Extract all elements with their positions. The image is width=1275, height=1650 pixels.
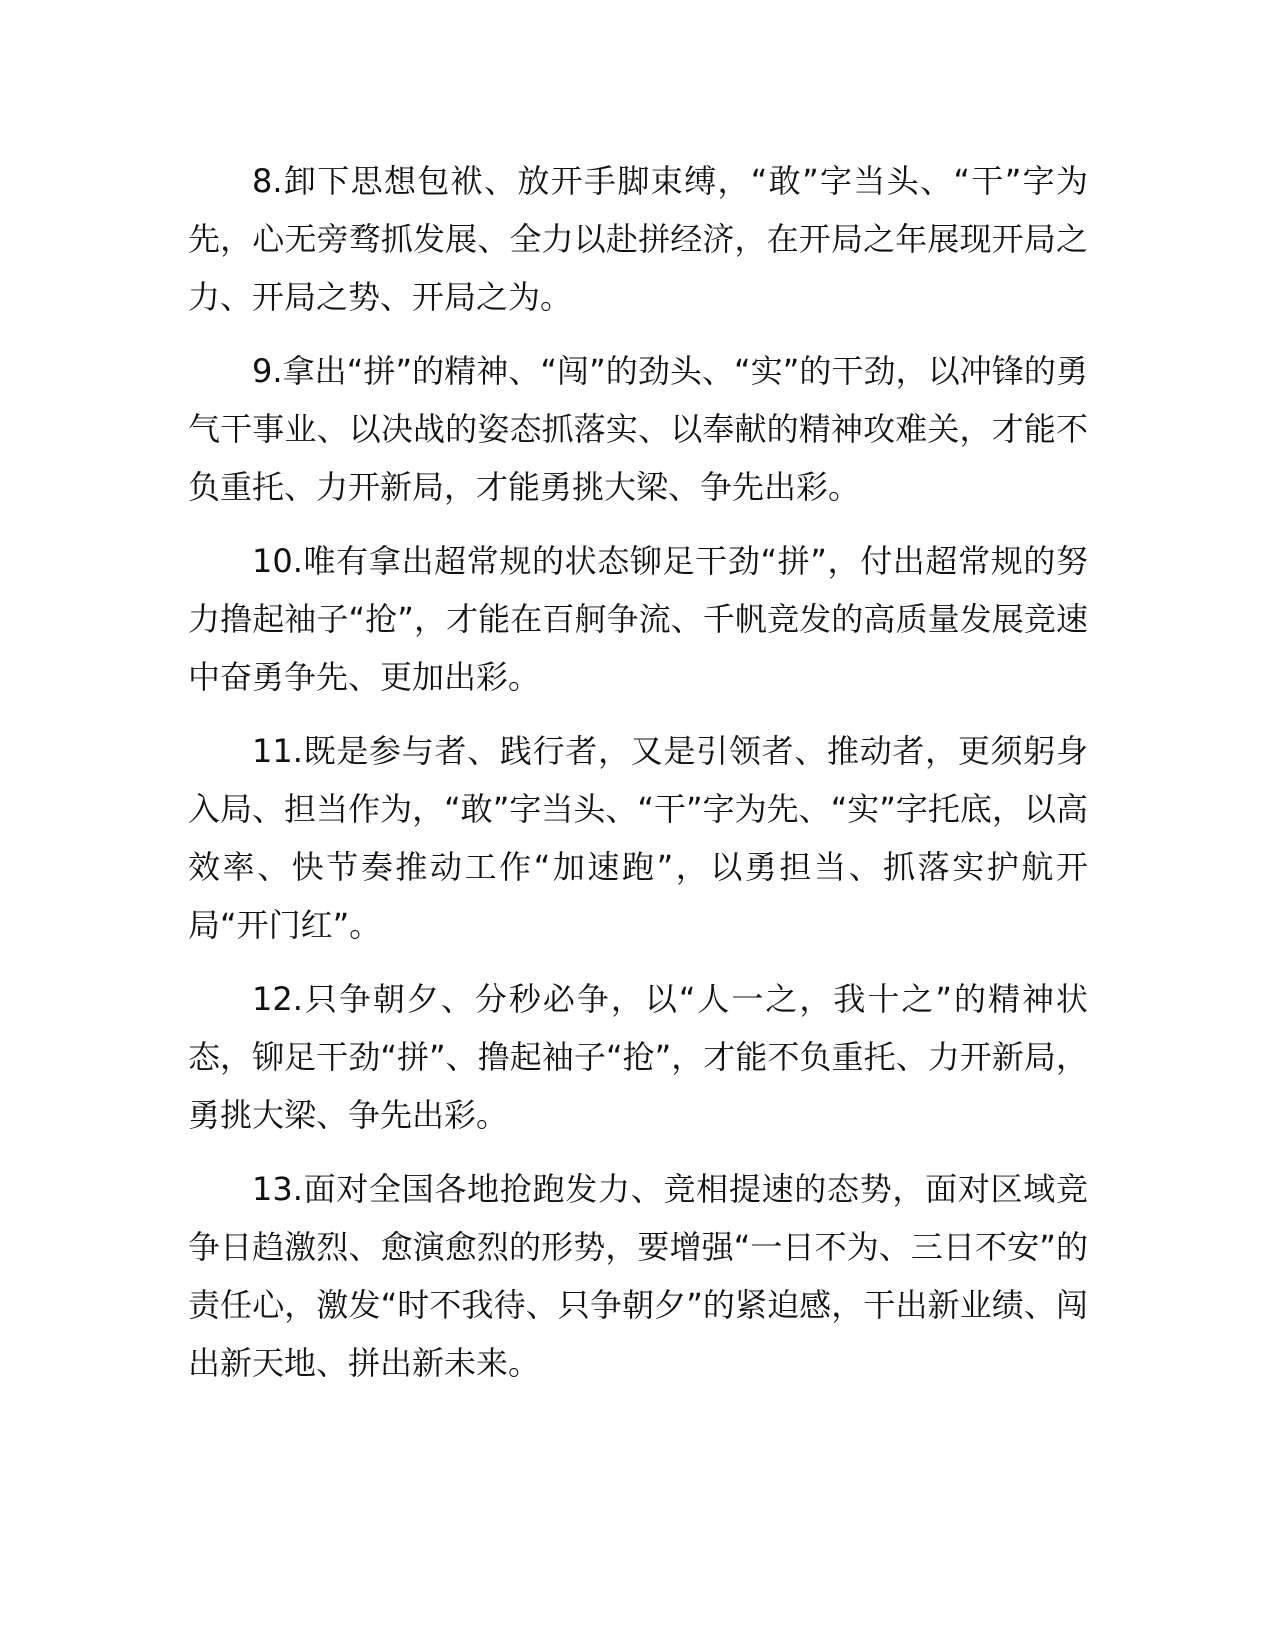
paragraph-9: 9.拿出“拼”的精神、“闯”的劲头、“实”的干劲，以冲锋的勇气干事业、以决战的姿态抓落实、以奉献的精神攻难关，才能不负重托、力开新局，才能勇挑大梁、争先出彩。 [188, 352, 1088, 506]
paragraph-11: 11.既是参与者、践行者，又是引领者、推动者，更须躬身入局、担当作为，“敢”字当头、“干”字为先、“实”字托底，以高效率、快节奏推动工作“加速跑”，以勇担当、抓落实护航开局“开门红”。 [188, 732, 1088, 944]
paragraph-12: 12.只争朝夕、分秒必争，以“人一之，我十之”的精神状态，铆足干劲“拼”、撸起袖子“抢”，才能不负重托、力开新局，勇挑大梁、争先出彩。 [188, 980, 1088, 1134]
document-page [188, 152, 1088, 1408]
paragraph-10: 10.唯有拿出超常规的状态铆足干劲“拼”，付出超常规的努力撸起袖子“抢”，才能在百舸争流、千帆竞发的高质量发展竞速中奋勇争先、更加出彩。 [188, 542, 1088, 696]
paragraph-13: 13.面对全国各地抢跑发力、竞相提速的态势，面对区域竞争日趋激烈、愈演愈烈的形势，要增强“一日不为、三日不安”的责任心，激发“时不我待、只争朝夕”的紧迫感，干出新业绩、闯出新天地、拼出新未来。 [188, 1170, 1088, 1382]
paragraph-8: 8.卸下思想包袱、放开手脚束缚，“敢”字当头、“干”字为先，心无旁骛抓发展、全力以赴拼经济，在开局之年展现开局之力、开局之势、开局之为。 [188, 162, 1088, 316]
